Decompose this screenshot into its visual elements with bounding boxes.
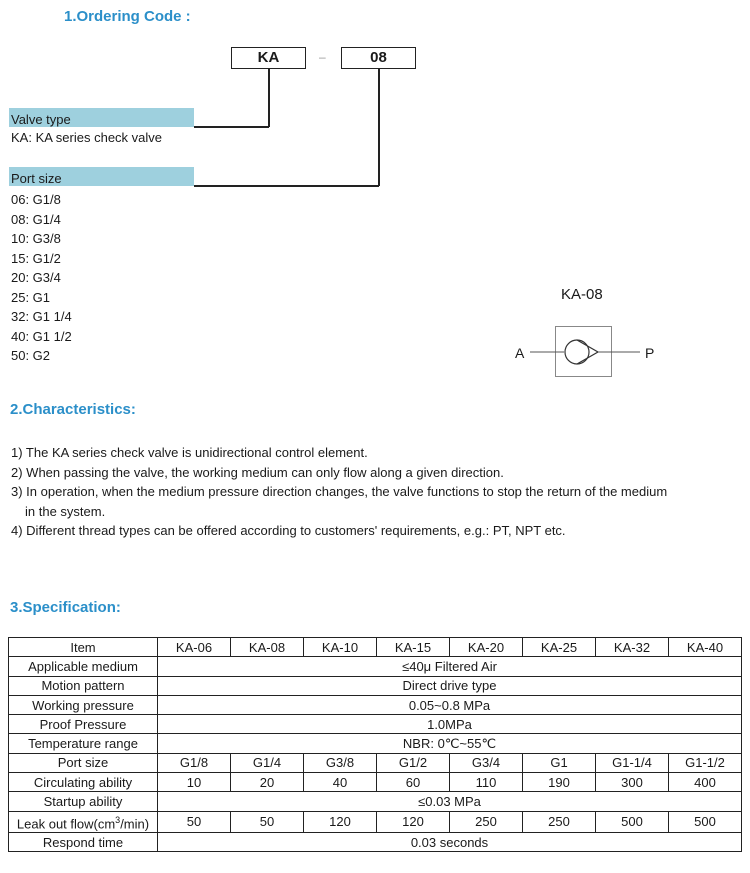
table-cell: G3/8	[304, 753, 377, 772]
table-header-cell: KA-20	[450, 638, 523, 657]
table-cell: 60	[377, 773, 450, 792]
characteristics-heading: 2.Characteristics:	[10, 401, 136, 418]
code-separator: –	[319, 50, 326, 64]
list-item: 25: G1	[11, 289, 51, 305]
table-cell: Direct drive type	[158, 676, 742, 695]
table-cell: 40	[304, 773, 377, 792]
table-cell: 1.0MPa	[158, 715, 742, 734]
ordering-code-heading: 1.Ordering Code :	[64, 8, 191, 25]
row-label	[9, 811, 158, 832]
row-label: Port size	[9, 753, 158, 772]
connector-line-series-vertical	[268, 69, 270, 127]
connector-line-port-horizontal	[194, 185, 379, 187]
list-item: 4) Different thread types can be offered according to customers' requirements, e.g.: PT, NPT etc.	[11, 523, 566, 538]
list-item: 10: G3/8	[11, 231, 61, 246]
table-cell: 0.05~0.8 MPa	[158, 695, 742, 714]
table-row	[9, 734, 742, 753]
list-item: 3) In operation, when the medium pressure direction changes, the valve functions to stop the return of the medium	[11, 484, 668, 499]
table-cell: G1/2	[377, 753, 450, 772]
specification-heading: 3.Specification:	[10, 599, 121, 616]
list-item: in the system.	[25, 503, 106, 519]
valve-type-description: KA: KA series check valve	[11, 130, 163, 145]
table-cell: 0.03 seconds	[158, 833, 742, 852]
list-item: 32: G1 1/4	[11, 309, 72, 324]
table-cell: 110	[450, 773, 523, 792]
table-header-cell: KA-08	[231, 638, 304, 657]
table-row	[9, 695, 742, 714]
row-label: Applicable medium	[9, 657, 158, 676]
table-cell: 250	[523, 811, 596, 832]
table-row	[9, 811, 742, 832]
leak-label-sup: 3	[115, 814, 121, 825]
table-cell: 120	[304, 811, 377, 832]
list-item: 50: G2	[11, 348, 51, 363]
table-cell: G1-1/2	[669, 753, 742, 772]
table-cell: ≤40μ Filtered Air	[158, 657, 742, 676]
code-box-series: KA	[231, 47, 306, 69]
list-item: 2) When passing the valve, the working medium can only flow along a given direction.	[11, 464, 504, 480]
row-label: Temperature range	[9, 734, 158, 753]
table-cell: NBR: 0℃~55℃	[158, 734, 742, 753]
table-cell: 120	[377, 811, 450, 832]
table-cell: 250	[450, 811, 523, 832]
characteristics-list	[11, 443, 667, 541]
port-size-label: Port size	[9, 167, 194, 186]
table-cell: 20	[231, 773, 304, 792]
table-header-cell: KA-32	[596, 638, 669, 657]
row-label: Working pressure	[9, 695, 158, 714]
table-row	[9, 792, 742, 811]
table-cell: 500	[596, 811, 669, 832]
table-cell: G1/4	[231, 753, 304, 772]
leak-label-prefix: Leak out flow(cm	[16, 816, 116, 831]
row-label: Proof Pressure	[9, 715, 158, 734]
code-box-port: 08	[341, 47, 416, 69]
table-cell: 50	[158, 811, 231, 832]
table-cell: 500	[669, 811, 742, 832]
table-row	[9, 676, 742, 695]
table-header-cell: KA-06	[158, 638, 231, 657]
specification-table	[8, 637, 742, 852]
table-cell: 10	[158, 773, 231, 792]
table-header-cell: KA-15	[377, 638, 450, 657]
valve-type-label: Valve type	[9, 108, 194, 127]
table-row	[9, 833, 742, 852]
list-item: 06: G1/8	[11, 192, 61, 207]
table-header-cell: KA-25	[523, 638, 596, 657]
row-label: Respond time	[9, 833, 158, 852]
port-size-list	[11, 190, 72, 366]
row-label: Startup ability	[9, 792, 158, 811]
table-cell: G3/4	[450, 753, 523, 772]
list-item: 40: G1 1/2	[11, 328, 72, 344]
table-row	[9, 638, 742, 657]
table-header-cell: KA-10	[304, 638, 377, 657]
port-a-label: A	[515, 345, 525, 361]
table-cell: 400	[669, 773, 742, 792]
table-cell: ≤0.03 MPa	[158, 792, 742, 811]
table-row	[9, 715, 742, 734]
leak-label-suffix: /min)	[120, 816, 150, 831]
list-item: 08: G1/4	[11, 211, 61, 227]
table-header-cell: KA-40	[669, 638, 742, 657]
table-row	[9, 773, 742, 792]
table-cell: 190	[523, 773, 596, 792]
table-row	[9, 753, 742, 772]
table-header-cell: Item	[9, 638, 158, 657]
table-cell: G1	[523, 753, 596, 772]
connector-line-port-vertical	[378, 69, 380, 186]
list-item: 15: G1/2	[11, 250, 61, 266]
row-label: Motion pattern	[9, 676, 158, 695]
row-label: Circulating ability	[9, 773, 158, 792]
list-item: 20: G3/4	[11, 270, 61, 285]
table-cell: 300	[596, 773, 669, 792]
port-p-label: P	[645, 345, 655, 361]
table-row	[9, 657, 742, 676]
table-cell: 50	[231, 811, 304, 832]
table-cell: G1-1/4	[596, 753, 669, 772]
connector-line-series-horizontal	[194, 126, 269, 128]
symbol-title: KA-08	[561, 286, 603, 303]
check-valve-symbol-icon	[510, 320, 660, 380]
table-cell: G1/8	[158, 753, 231, 772]
list-item: 1) The KA series check valve is unidirectional control element.	[11, 445, 368, 460]
